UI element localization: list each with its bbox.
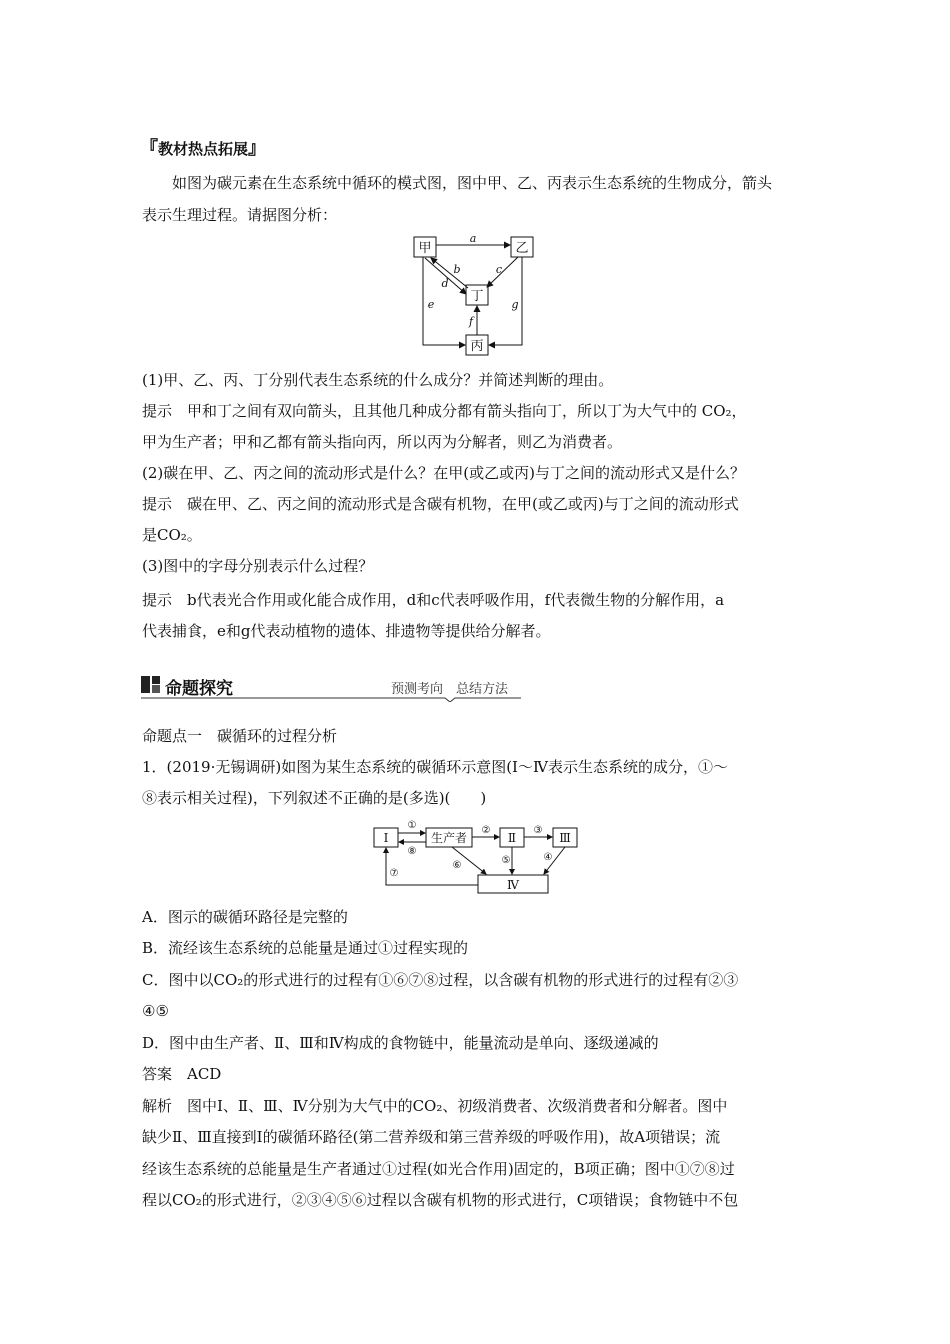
- option-a: A．图示的碳循环路径是完整的: [142, 908, 348, 926]
- hint-2-line-2: 是CO₂。: [142, 526, 202, 544]
- mingti-header: [141, 672, 521, 702]
- hint-1-line-2: 甲为生产者；甲和乙都有箭头指向丙，所以丙为分解者，则乙为消费者。: [142, 433, 623, 451]
- q1-node-IV: Ⅳ: [507, 878, 519, 892]
- q1-node-producer: 生产者: [430, 831, 468, 845]
- hint-3-line-2: 代表捕食，e和g代表动植物的遗体、排遗物等提供给分解者。: [142, 622, 551, 640]
- node-jia: 甲: [418, 241, 432, 256]
- label-a: a: [469, 232, 477, 245]
- q1-label-8: ⑧: [407, 846, 417, 857]
- intro-line-1: 如图为碳元素在生态系统中循环的模式图，图中甲、乙、丙表示生态系统的生物成分，箭头: [172, 174, 773, 192]
- carbon-cycle-diagram: [400, 232, 550, 360]
- question-2: (2)碳在甲、乙、丙之间的流动形式是什么？在甲(或乙或丙)与丁之间的流动形式又是什么？: [142, 464, 745, 482]
- analysis-line-4: 程以CO₂的形式进行，②③④⑤⑥过程以含碳有机物的形式进行，C项错误；食物链中不包: [142, 1191, 739, 1209]
- option-b: B．流经该生态系统的总能量是通过①过程实现的: [142, 939, 469, 957]
- q1-label-2: ②: [481, 825, 491, 836]
- analysis-line-3: 经该生态系统的总能量是生产者通过①过程(如光合作用)固定的，B项正确；图中①⑦⑧过: [142, 1160, 735, 1178]
- arrow-b: [431, 258, 468, 288]
- section-heading: [140, 134, 266, 160]
- question-1: (1)甲、乙、丙、丁分别代表生态系统的什么成分？并简述判断的理由。: [142, 371, 614, 389]
- analysis-line-1: 解析 图中Ⅰ、Ⅱ、Ⅲ、Ⅳ分别为大气中的CO₂、初级消费者、次级消费者和分解者。图中: [142, 1097, 728, 1115]
- node-yi: 乙: [515, 241, 529, 256]
- option-c-line-2: ④⑤: [142, 1002, 169, 1020]
- label-g: g: [511, 298, 519, 311]
- hint-3-line-1: 提示 b代表光合作用或化能合成作用，d和c代表呼吸作用，f代表微生物的分解作用，a: [142, 591, 725, 609]
- intro-line-2: 表示生理过程。请据图分析：: [142, 206, 338, 224]
- bracket-open: 『: [140, 138, 158, 159]
- node-bing: 丙: [470, 339, 484, 354]
- hint-2-line-1: 提示 碳在甲、乙、丙之间的流动形式是含碳有机物，在甲(或乙或丙)与丁之间的流动形式: [142, 495, 739, 513]
- q1-label-3: ③: [533, 825, 543, 836]
- label-e: e: [427, 298, 435, 311]
- label-f: f: [468, 315, 474, 328]
- q1-node-II: Ⅱ: [507, 831, 517, 845]
- q1-arrow-7: [386, 848, 478, 885]
- bracket-close: 』: [248, 138, 267, 159]
- option-d: D．图中由生产者、Ⅱ、Ⅲ和Ⅳ构成的食物链中，能量流动是单向、逐级递减的: [142, 1034, 659, 1052]
- q1-carbon-cycle-diagram: [366, 818, 586, 896]
- q1-label-5: ⑤: [501, 855, 511, 866]
- mingti-point: 命题点一 碳循环的过程分析: [142, 727, 338, 745]
- q1-stem-line-1: 1．(2019·无锡调研)如图为某生态系统的碳循环示意图(Ⅰ～Ⅳ表示生态系统的成分，①～: [142, 758, 728, 776]
- arrow-c: [487, 257, 518, 287]
- q1-label-4: ④: [543, 852, 553, 863]
- answer: 答案 ACD: [142, 1065, 222, 1083]
- label-d: d: [441, 277, 449, 290]
- hint-1-line-1: 提示 甲和丁之间有双向箭头，且其他几种成分都有箭头指向丁，所以丁为大气中的 CO₂，: [142, 402, 747, 420]
- mingti-title: 命题探究: [165, 679, 233, 699]
- q1-label-7: ⑦: [389, 868, 399, 879]
- q1-label-6: ⑥: [452, 860, 462, 871]
- q1-node-I: Ⅰ: [383, 831, 389, 845]
- node-ding: 丁: [470, 289, 484, 304]
- option-c-line-1: C．图中以CO₂的形式进行的过程有①⑥⑦⑧过程，以含碳有机物的形式进行的过程有②③: [142, 971, 739, 989]
- q1-stem-line-2: ⑧表示相关过程)，下列叙述不正确的是(多选)( ): [142, 789, 487, 807]
- mingti-subtitle: 预测考向 总结方法: [391, 682, 509, 697]
- analysis-line-2: 缺少Ⅱ、Ⅲ直接到Ⅰ的碳循环路径(第二营养级和第三营养级的呼吸作用)，故A项错误；流: [142, 1128, 721, 1146]
- label-b: b: [453, 263, 461, 276]
- question-3: (3)图中的字母分别表示什么过程？: [142, 557, 374, 575]
- q1-node-III: Ⅲ: [559, 831, 571, 845]
- q1-label-1: ①: [407, 820, 417, 831]
- label-c: c: [495, 263, 503, 276]
- section-title: 教材热点拓展: [158, 140, 249, 158]
